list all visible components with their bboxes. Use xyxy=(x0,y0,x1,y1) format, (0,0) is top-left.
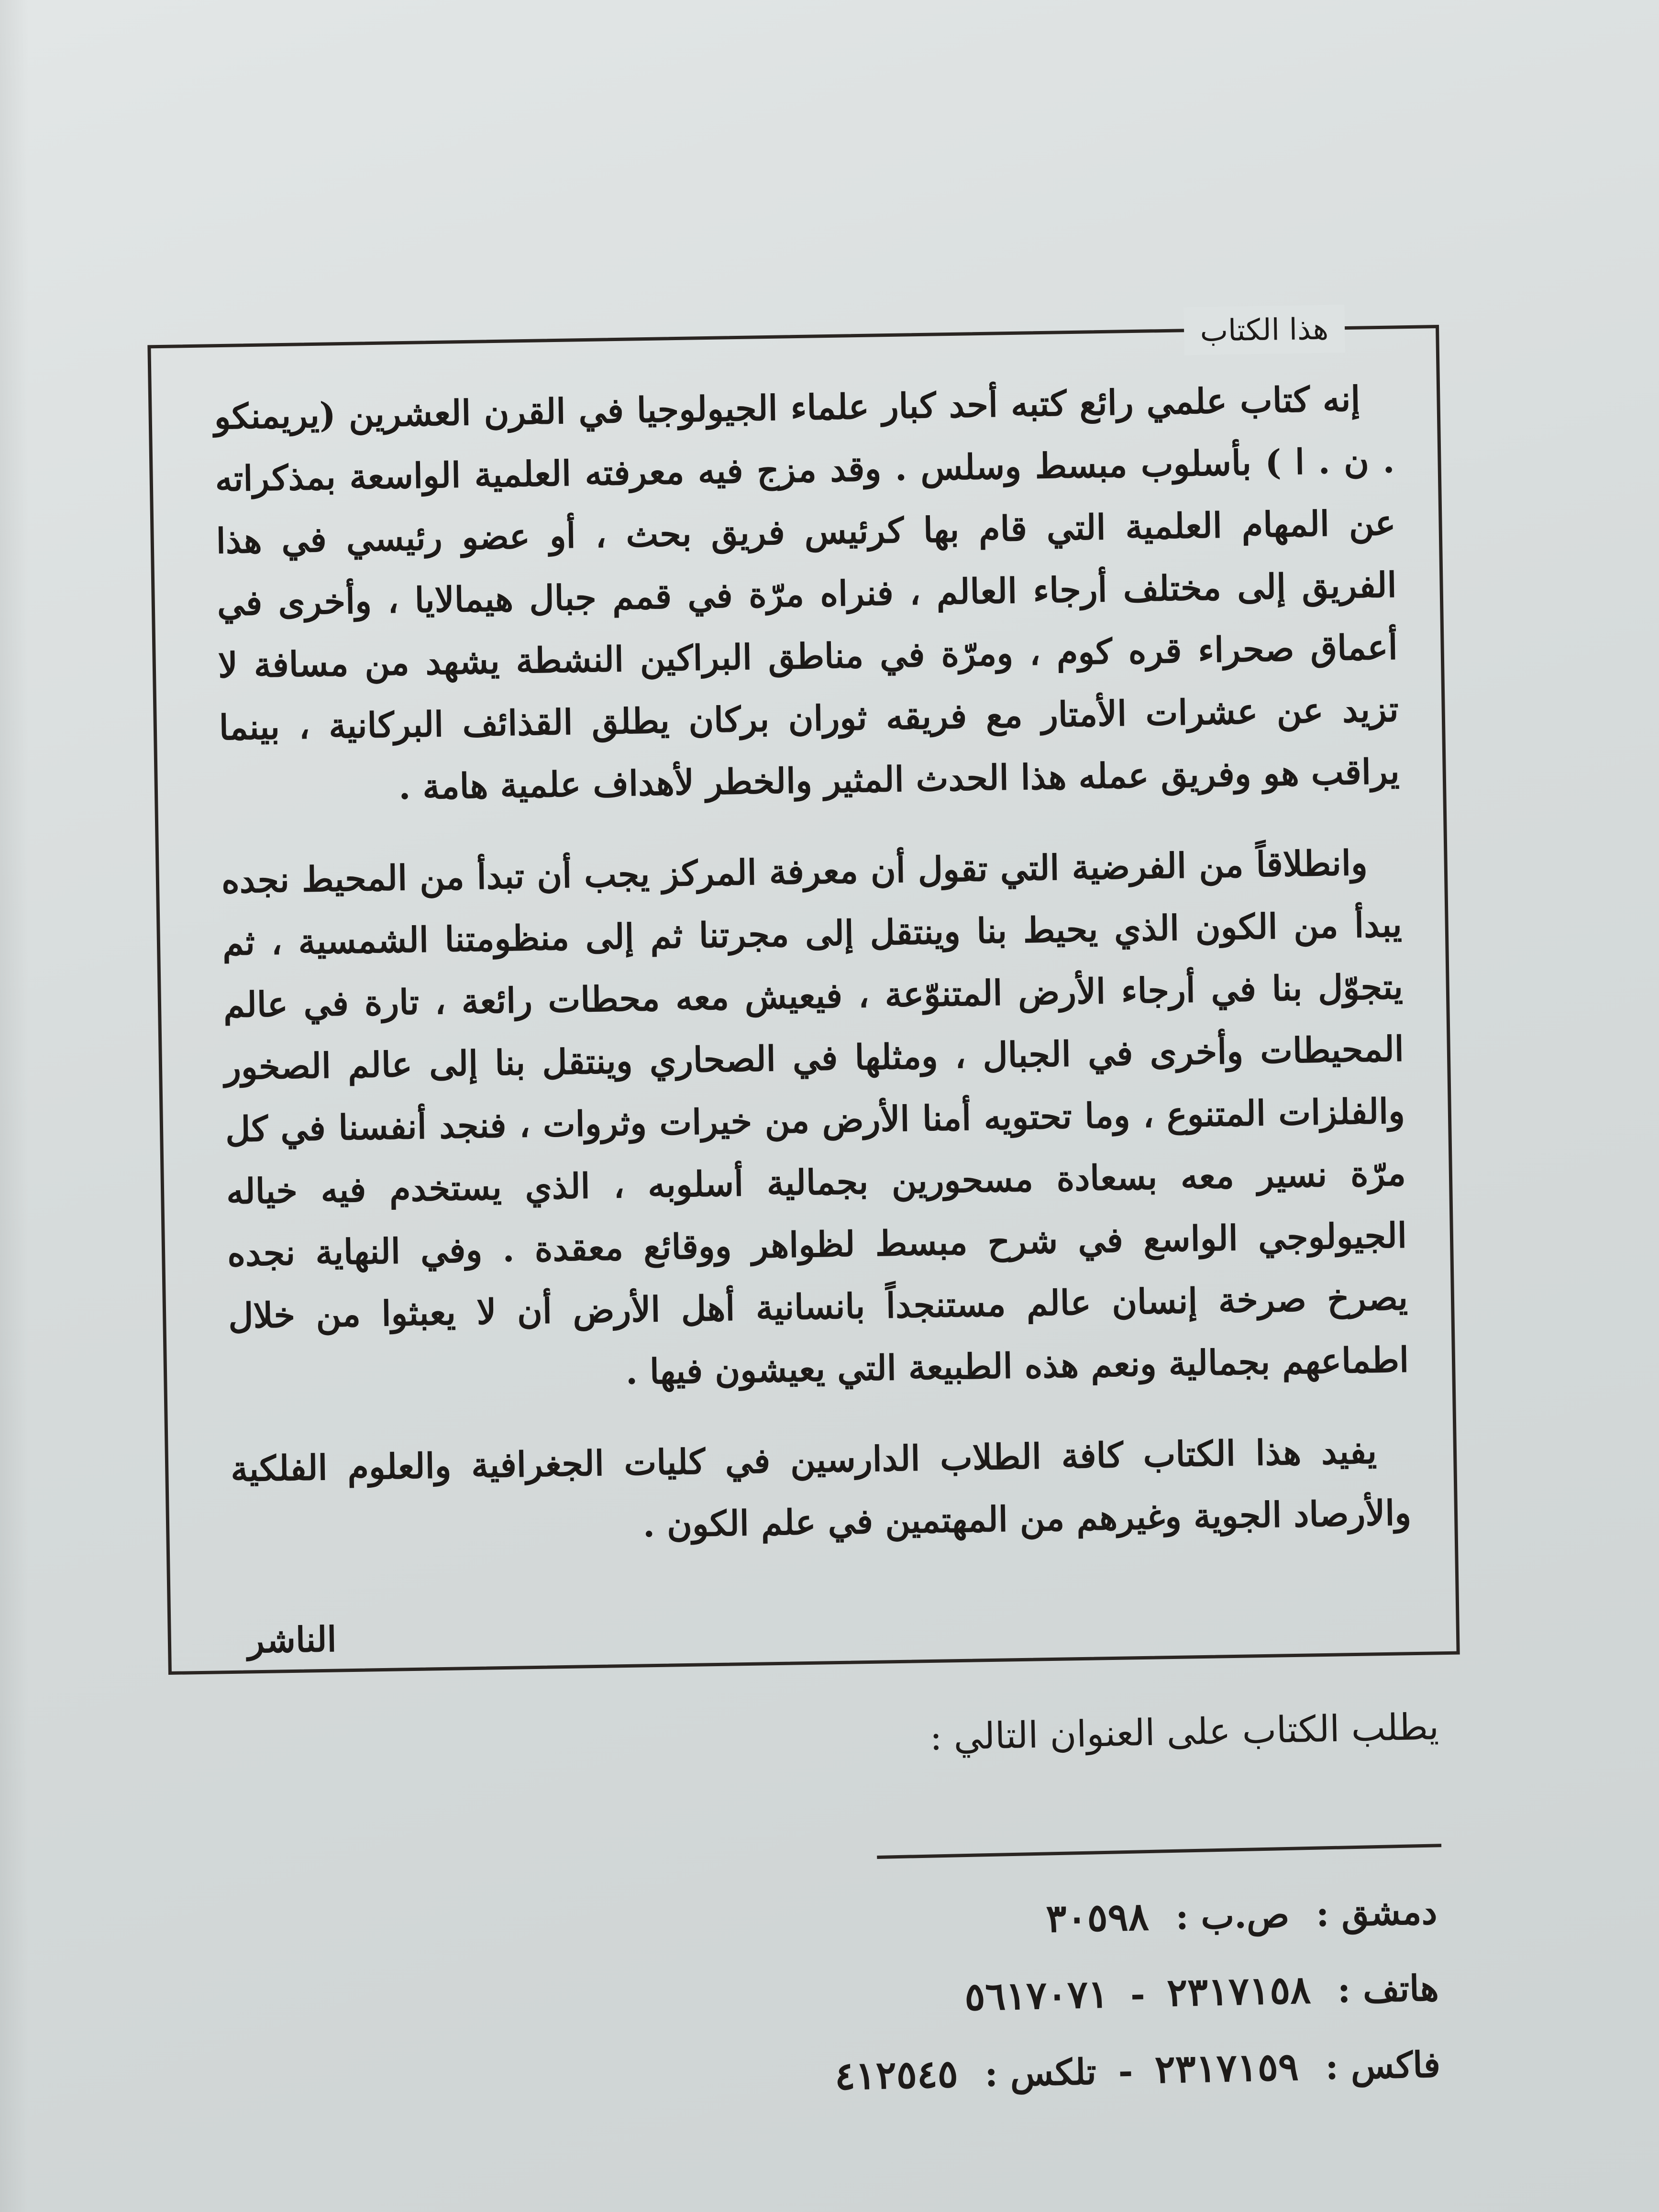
order-heading: يطلب الكتاب على العنوان التالي : xyxy=(929,1705,1439,1759)
city-label: دمشق : xyxy=(1316,1891,1438,1935)
contact-list xyxy=(671,1877,1441,2122)
description-box xyxy=(147,311,1460,1675)
telex-number: ٤١٢٥٤٥ xyxy=(834,2051,959,2099)
box-title: هذا الكتاب xyxy=(1183,305,1345,355)
order-divider xyxy=(877,1844,1441,1859)
phone-label: هاتف : xyxy=(1337,1968,1439,2011)
phone-separator: - xyxy=(1130,1974,1146,2015)
telex-label: تلكس : xyxy=(984,2051,1097,2095)
paragraph-intro: إنه كتاب علمي رائع كتبه أحد كبار علماء الجيولوجيا في القرن العشرين (يريمنكو . ن . ا ) بأسلوب مبسط وسلس . وقد مزج فيه معرفته العلمية الواسعة بمذكراته عن المهام العلمية التي قام بها كرئيس فريق بحث ، أو عضو رئيسي في هذا الفريق إلى مختلف أرجاء العالم ، فنراه مرّة في قمم جبال هيمالايا ، وأخرى في أعماق صحراء قره كوم ، ومرّة في مناطق البراكين النشطة يشهد من مسافة لا تزيد عن عشرات الأمتار مع فريقه ثوران بركان يطلق القذائف البركانية ، بينما يراقب هو وفريق عمله هذا الحدث المثير والخطر لأهداف علمية هامة . xyxy=(214,378,1400,807)
phone-number-2: ٥٦١٧٠٧١ xyxy=(964,1971,1109,2020)
fax-separator: - xyxy=(1117,2050,1134,2092)
fax-number: ٢٣١٧١٥٩ xyxy=(1154,2044,1299,2092)
order-section xyxy=(721,1700,1439,1768)
fax-row xyxy=(675,2030,1441,2122)
fax-label: فاكس : xyxy=(1325,2044,1441,2088)
box-body xyxy=(214,367,1412,1591)
paragraph-audience: يفيد هذا الكتاب كافة الطلاب الدارسين في كليات الجغرافية والعلوم الفلكية والأرصاد الجوية وغيرهم من المهتمين في علم الكون . xyxy=(230,1430,1412,1545)
phone-number-1: ٢٣١٧١٥٨ xyxy=(1166,1967,1312,2015)
publisher-signature: الناشر xyxy=(247,1618,337,1661)
po-box-value: ٣٠٥٩٨ xyxy=(1045,1893,1150,1941)
po-box-label: ص.ب : xyxy=(1175,1894,1290,1938)
page-shadow xyxy=(0,0,29,2212)
paragraph-content: وانطلاقاً من الفرضية التي تقول أن معرفة المركز يجب أن تبدأ من المحيط نجده يبدأ من الكون الذي يحيط بنا وينتقل إلى مجرتنا ثم إلى منظومتنا الشمسية ، ثم يتجوّل بنا في أرجاء الأرض المتنوّعة ، فيعيش معه محطات رائعة ، تارة في عالم المحيطات وأخرى في الجبال ، ومثلها في الصحاري وينتقل بنا إلى عالم الصخور والفلزات المتنوع ، وما تحتويه أمنا الأرض من خيرات وثروات ، فنجد أنفسنا في كل مرّة نسير معه بسعادة مسحورين بجمالية أسلوبه ، الذي يستخدم فيه خياله الجيولوجي الواسع في شرح مبسط لظواهر ووقائع معقدة . وفي النهاية نجده يصرخ صرخة إنسان عالم مستنجداً بانسانية أهل الأرض أن لا يعبثوا من خلال اطماعهم بجمالية ونعم هذه الطبيعة التي يعيشون فيها . xyxy=(221,842,1409,1392)
